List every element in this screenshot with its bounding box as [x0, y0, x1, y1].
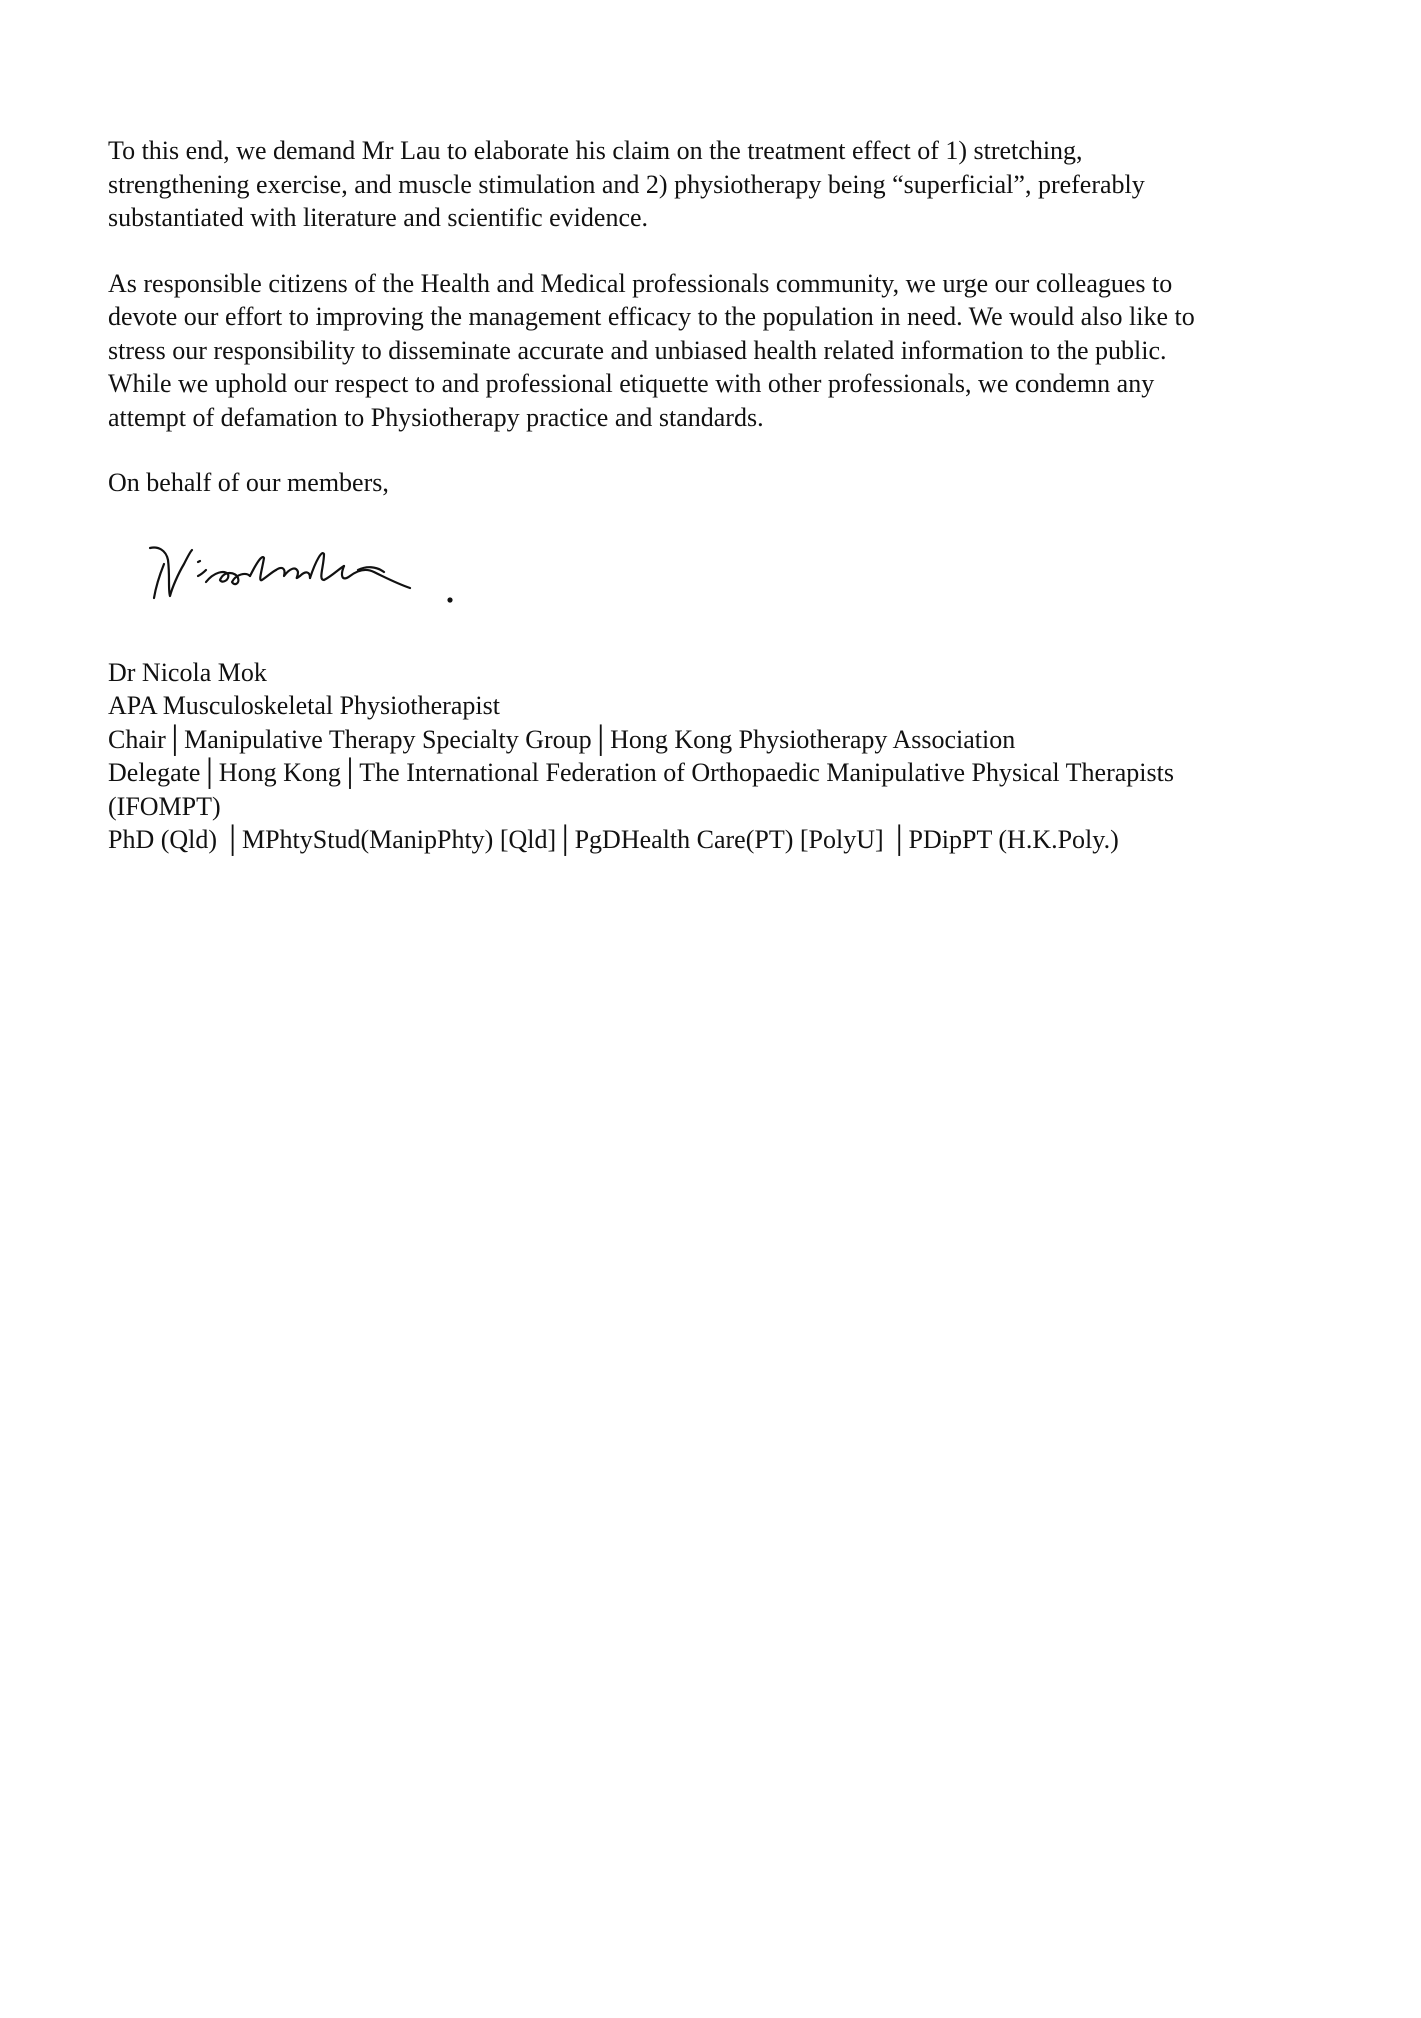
signer-role-delegate: Delegate│Hong Kong│The International Federation of Orthopaedic Manipulative Physical Therapists: [108, 758, 1174, 787]
paragraph-demand: To this end, we demand Mr Lau to elaborate his claim on the treatment effect of 1) stretching, strengthening exercise, and muscle stimulation and 2) physiotherapy being “superficial”, preferably substantiated with literature and scientific evidence.: [108, 136, 1145, 232]
signer-role-delegate-abbr: (IFOMPT): [108, 791, 221, 821]
handwritten-signature: [144, 536, 484, 626]
closing-line: On behalf of our members,: [108, 468, 389, 497]
signer-name: Dr Nicola Mok: [108, 657, 267, 687]
signer-block: [108, 656, 1338, 857]
signer-title: APA Musculoskeletal Physiotherapist: [108, 691, 500, 720]
letter-body: [108, 134, 1338, 857]
signer-role-chair: Chair│Manipulative Therapy Specialty Group│Hong Kong Physiotherapy Association: [108, 724, 1016, 754]
paragraph-urge: As responsible citizens of the Health and Medical professionals community, we urge our colleagues to devote our effort to improving the management efficacy to the population in need. We would also like to stress our responsibility to disseminate accurate and unbiased health related information to the public. While we uphold our respect to and professional etiquette with other professionals, we condemn any attempt of defamation to Physiotherapy practice and standards.: [108, 268, 1195, 432]
signer-qualifications: PhD (Qld) │MPhtyStud(ManipPhty) [Qld]│PgDHealth Care(PT) [PolyU] │PDipPT (H.K.Poly.): [108, 825, 1119, 854]
